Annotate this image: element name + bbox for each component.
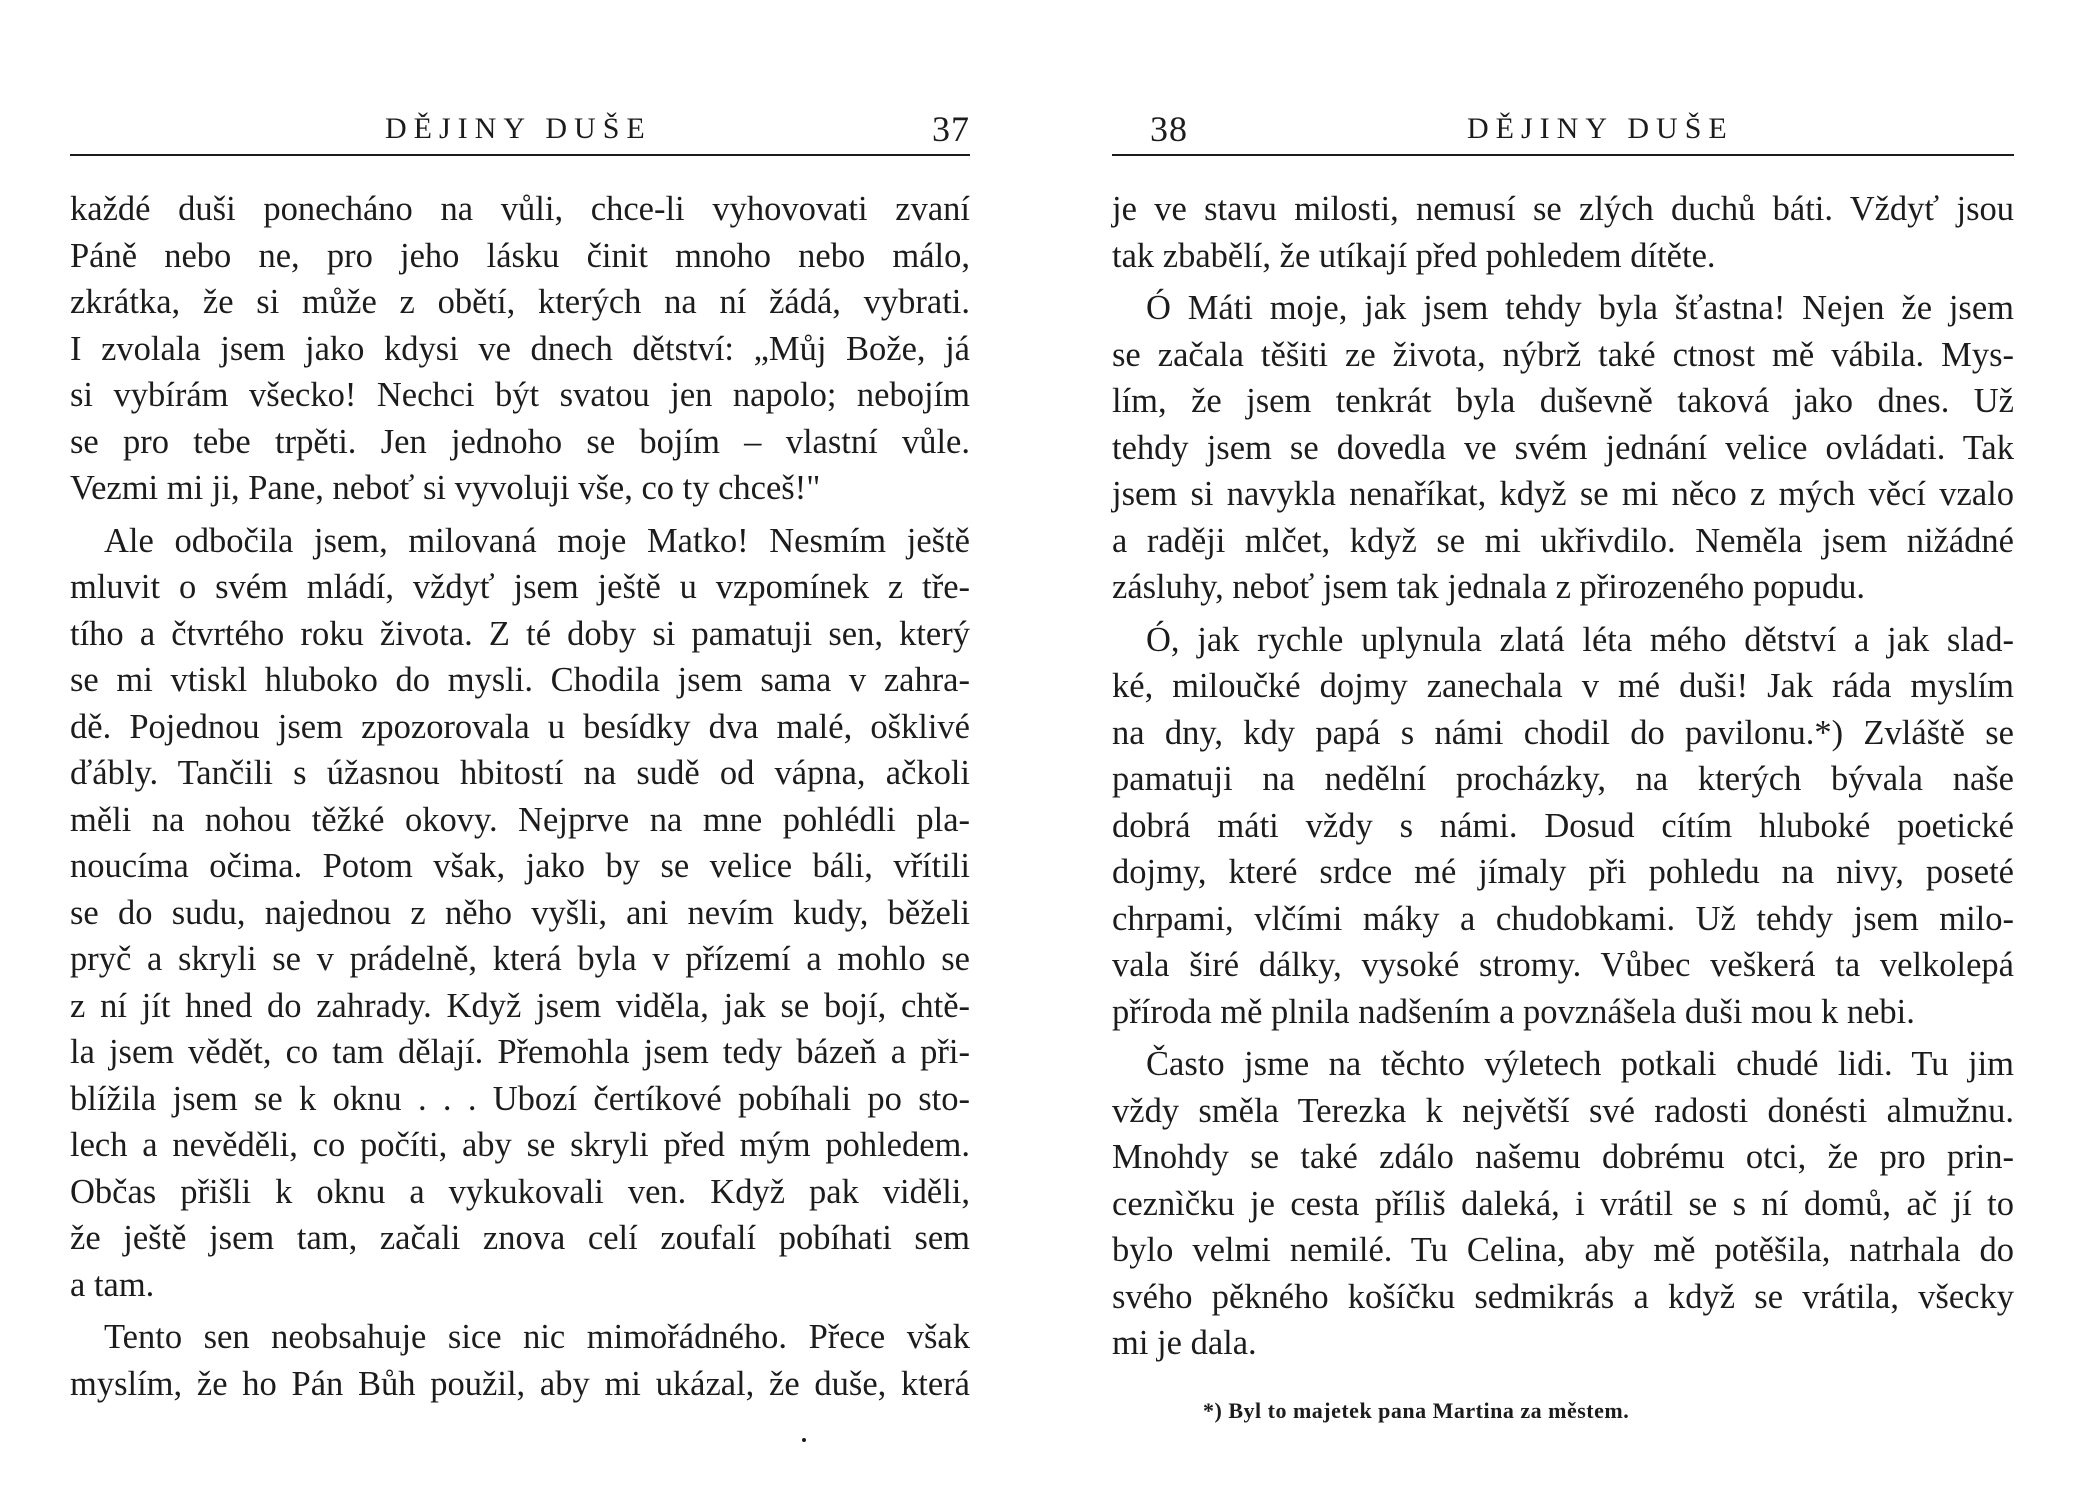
text-line: Páně nebo ne, pro jeho lásku činit mnoho nebo málo, bbox=[70, 236, 970, 275]
text-line: ceznìčku je cesta příliš daleká, i vrátil se s ní domů, ač jí to bbox=[1112, 1184, 2014, 1223]
text-line: vala širé dálky, vysoké stromy. Vůbec veškerá ta velkolepá bbox=[1112, 946, 2014, 984]
text-line: zkrátka, že si může z obětí, kterých na ní žádá, vybrati. bbox=[70, 283, 970, 321]
page-number: 37 bbox=[932, 109, 970, 149]
text-line: svého pěkného košíčku sedmikrás a když se vrátila, všecky bbox=[1112, 1277, 2014, 1316]
text-line: chrpami, vlčími máky a chudobkami. Už tehdy jsem milo- bbox=[1112, 899, 2014, 938]
header-rule bbox=[1112, 154, 2014, 156]
text-line: měli na nohou těžké okovy. Nejprve na mne pohlédli pla- bbox=[70, 800, 970, 839]
text-line: lím, že jsem tenkrát byla duševně taková jako dnes. Už bbox=[1112, 382, 2014, 420]
text-line: Tento sen neobsahuje sice nic mimořádného. Přece však bbox=[104, 1318, 970, 1356]
text-line: I zvolala jsem jako kdysi ve dnech dětství: „Můj Bože, já bbox=[70, 329, 970, 368]
text-line: blížila jsem se k oknu . . . Ubozí čertíkové pobíhali po sto- bbox=[70, 1079, 970, 1118]
text-line: tehdy jsem se dovedla ve svém jednání velice ovládati. Tak bbox=[1112, 428, 2014, 467]
body-text bbox=[1112, 186, 2014, 1367]
text-line: lech a nevěděli, co počíti, aby se skryli před mým pohledem. bbox=[70, 1126, 970, 1164]
text-line: Vezmi mi ji, Pane, neboť si vyvoluji vše, co ty chceš!" bbox=[70, 469, 821, 507]
text-line: je ve stavu milosti, nemusí se zlých duchů báti. Vždyť jsou bbox=[1112, 190, 2014, 228]
text-line: mluvit o svém mládí, vždyť jsem ještě u vzpomínek z tře- bbox=[70, 568, 970, 606]
text-line: la jsem vědět, co tam dělají. Přemohla jsem tedy bázeň a při- bbox=[70, 1033, 970, 1071]
header-title: DĚJINY DUŠE bbox=[1467, 112, 1734, 145]
text-line: myslím, že ho Pán Bůh použil, aby mi ukázal, že duše, která bbox=[70, 1364, 970, 1403]
text-line: se do sudu, najednou z něho vyšli, ani nevím kudy, běželi bbox=[70, 893, 970, 932]
text-line: se začala těšiti ze života, nýbrž také ctnost mě vábila. Mys- bbox=[1112, 335, 2014, 374]
text-line: pamatuji na nedělní procházky, na kterých bývala naše bbox=[1112, 760, 2014, 798]
body-text bbox=[70, 186, 970, 1407]
text-line: dobrá máti vždy s námi. Dosud cítím hluboké poetické bbox=[1112, 806, 2014, 845]
text-line: se mi vtiskl hluboko do mysli. Chodila jsem sama v zahra- bbox=[70, 661, 970, 699]
text-line: ďábly. Tančili s úžasnou hbitostí na sudě od vápna, ačkoli bbox=[70, 754, 970, 792]
text-line: mi je dala. bbox=[1112, 1324, 1257, 1362]
running-head bbox=[1112, 104, 2012, 154]
text-line: a tam. bbox=[70, 1265, 155, 1304]
text-line: zásluhy, neboť jsem tak jednala z přirozeného popudu. bbox=[1112, 568, 1866, 606]
text-line: každé duši ponecháno na vůli, chce-li vyhovovati zvaní bbox=[70, 190, 970, 228]
text-line: z ní jít hned do zahrady. Když jsem viděla, jak se bojí, chtě- bbox=[70, 986, 970, 1025]
text-line: příroda mě plnila nadšením a povznášela duši mou k nebi. bbox=[1112, 992, 1915, 1031]
text-line: Ó Máti moje, jak jsem tehdy byla šťastna! Nejen že jsem bbox=[1146, 289, 2014, 327]
text-line: Mnohdy se také zdálo našemu dobrému otci, že pro prin- bbox=[1112, 1138, 2014, 1176]
right-page bbox=[1039, 0, 2078, 1500]
footnote: *) Byl to majetek pana Martina za městem. bbox=[1203, 1398, 1630, 1423]
text-line: tak zbabělí, že utíkají před pohledem dítěte. bbox=[1112, 236, 1716, 275]
text-line: bylo velmi nemilé. Tu Celina, aby mě potěšila, natrhala do bbox=[1112, 1231, 2014, 1269]
text-line: dojmy, které srdce mé jímaly při pohledu na nivy, poseté bbox=[1112, 853, 2014, 891]
header-rule bbox=[70, 154, 970, 156]
text-line: noucíma očima. Potom však, jako by se velice báli, vřítili bbox=[70, 847, 970, 885]
text-line: na dny, kdy papá s námi chodil do pavilonu.*) Zvláště se bbox=[1112, 713, 2014, 752]
text-line: tího a čtvrtého roku života. Z té doby si pamatuji sen, který bbox=[70, 614, 970, 653]
text-line: pryč a skryli se v prádelně, která byla v přízemí a mohlo se bbox=[70, 940, 970, 978]
text-line: si vybírám všecko! Nechci být svatou jen napolo; nebojím bbox=[70, 376, 970, 414]
text-line: a raději mlčet, když se mi ukřivdilo. Neměla jsem nižádné bbox=[1112, 521, 2014, 560]
header-title: DĚJINY DUŠE bbox=[385, 112, 652, 145]
text-line: že ještě jsem tam, začali znova celí zoufalí pobíhati sem bbox=[70, 1219, 970, 1257]
text-line: jsem si navykla nenaříkat, když se mi něco z mých věcí vzalo bbox=[1112, 475, 2014, 513]
text-line: Ale odbočila jsem, milovaná moje Matko! Nesmím ještě bbox=[104, 521, 970, 560]
text-line: dě. Pojednou jsem zpozorovala u besídky dva malé, ošklivé bbox=[70, 707, 970, 746]
text-line: se pro tebe trpěti. Jen jednoho se bojím – vlastní vůle. bbox=[70, 422, 970, 461]
page-number: 38 bbox=[1150, 109, 1188, 149]
text-line: Ó, jak rychle uplynula zlatá léta mého dětství a jak slad- bbox=[1146, 620, 2014, 659]
printer-mark bbox=[802, 1438, 806, 1442]
text-line: vždy směla Terezka k největší své radosti donésti almužnu. bbox=[1112, 1091, 2014, 1130]
text-line: Občas přišli k oknu a vykukovali ven. Když pak viděli, bbox=[70, 1172, 970, 1211]
text-line: ké, miloučké dojmy zanechala v mé duši! Jak ráda myslím bbox=[1112, 667, 2014, 705]
text-line: Často jsme na těchto výletech potkali chudé lidi. Tu jim bbox=[1146, 1045, 2014, 1083]
running-head bbox=[70, 104, 970, 154]
